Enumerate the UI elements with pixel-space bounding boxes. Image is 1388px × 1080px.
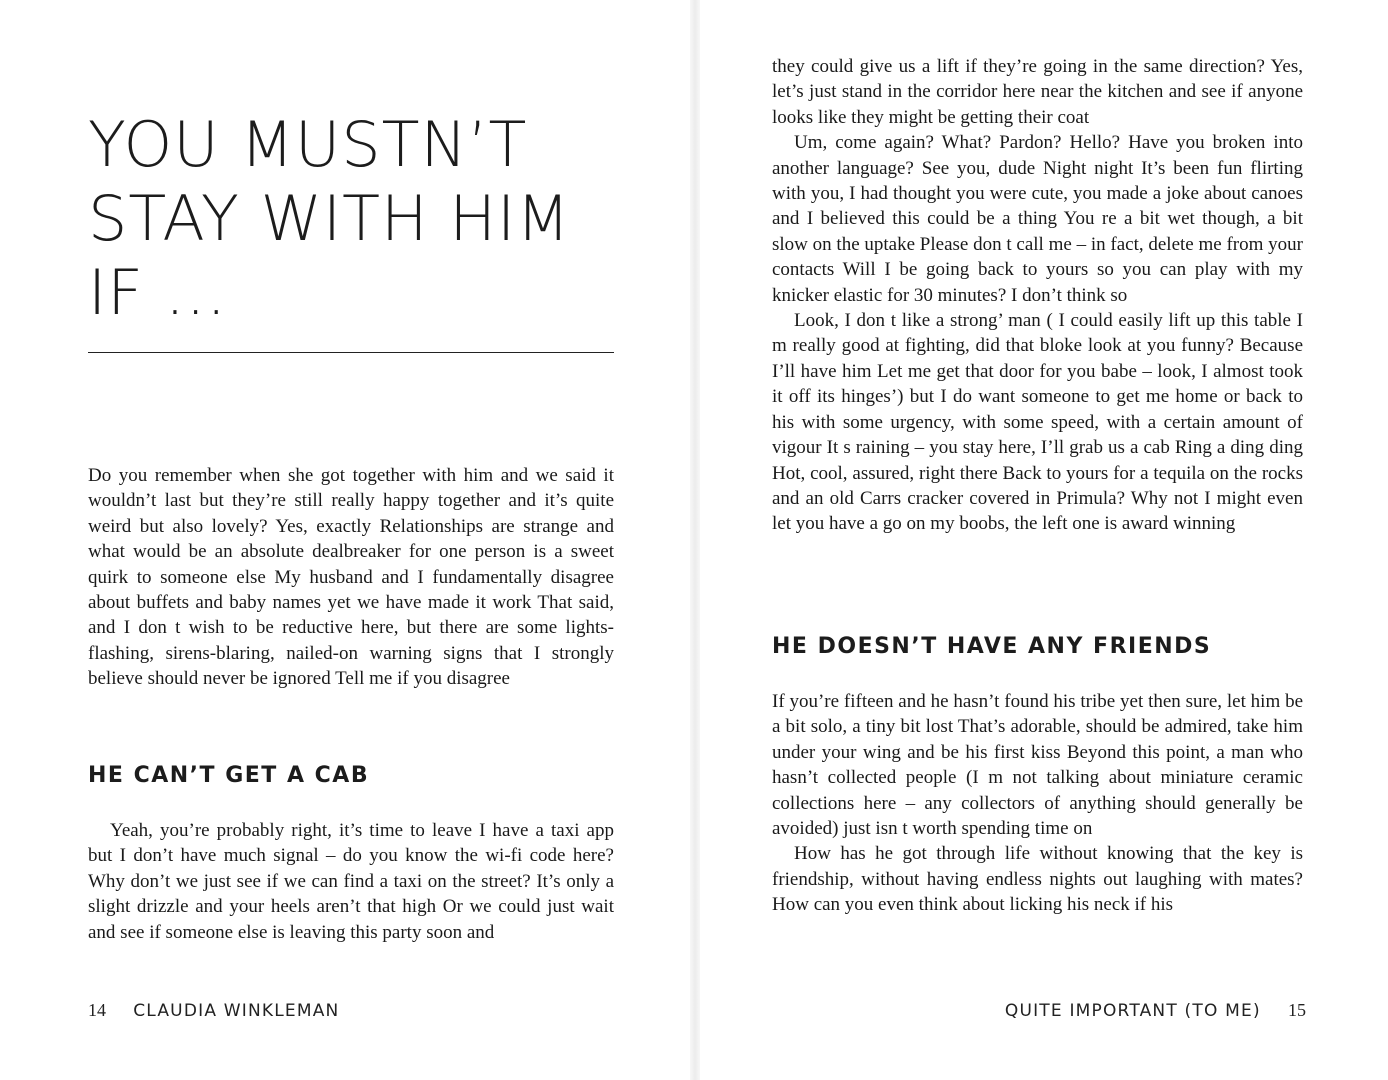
section-heading-cab: HE CAN’T GET A CAB	[88, 763, 370, 788]
page-number-right: 15	[1288, 1000, 1306, 1020]
book-gutter	[690, 0, 700, 1080]
continuation-paragraph: Um, come again? What? Pardon? Hello? Have you broken into another language? See you, dude Night night It’s been fun flirting with you, I had thought you were cute, you made a joke about canoes and I believed this could be a thing You re a bit wet though, a bit slow on the uptake Please don t call me – in fact, delete me from your contacts Will I be going back to yours so you can play with my knicker elastic for 30 minutes? I don’t think so	[772, 132, 1303, 306]
continuation-text-block	[772, 54, 1303, 537]
title-divider	[88, 352, 614, 353]
friends-paragraph: If you’re fifteen and he hasn’t found his tribe yet then sure, let him be a bit solo, a tiny bit lost That’s adorable, should be admired, take him under your wing and be his first kiss Beyond this point, a man who hasn’t collected people (I m not talking about miniature ceramic collections here – any collectors of anything should generally be avoided) just isn t worth spending time on	[772, 691, 1303, 840]
cab-paragraph: Yeah, you’re probably right, it’s time to leave I have a taxi app but I don’t have much signal – do you know the wi-fi code here? Why don’t we just see if we can find a taxi on the street? It’s only a slight drizzle and your heels aren’t that high Or we could just wait and see if someone else is leaving this party soon and	[88, 820, 614, 943]
running-head-title: QUITE IMPORTANT (TO ME)	[1004, 1001, 1261, 1021]
cab-text-block	[88, 818, 614, 945]
page-number-left: 14	[88, 1000, 106, 1020]
running-head-author: CLAUDIA WINKLEMAN	[133, 1001, 340, 1021]
left-page-footer	[88, 1000, 339, 1021]
left-page	[0, 0, 690, 1080]
right-page-footer	[1005, 1000, 1306, 1021]
right-page	[700, 0, 1388, 1080]
intro-text-block	[88, 463, 614, 692]
intro-paragraph: Do you remember when she got together with him and we said it wouldn’t last but they’re still really happy together and it’s quite weird but also lovely? Yes, exactly Relationships are strange and what would be an absolute dealbreaker for one person is a sweet quirk to someone else My husband and I fundamentally disagree about buffets and baby names yet we have made it work That said, and I don t wish to be reductive here, but there are some lights-flashing, sirens-blaring, nailed-on warning signs that I strongly believe should never be ignored Tell me if you disagree	[88, 465, 614, 690]
section-heading-friends: HE DOESN’T HAVE ANY FRIENDS	[772, 634, 1212, 659]
continuation-paragraph: they could give us a lift if they’re going in the same direction? Yes, let’s just stand in the corridor here near the kitchen and see if anyone looks like they might be getting their coat	[772, 56, 1303, 128]
friends-paragraph: How has he got through life without knowing that the key is friendship, without having endless nights out laughing with mates? How can you even think about licking his neck if his	[772, 843, 1303, 916]
continuation-paragraph: Look, I don t like a strong’ man ( I could easily lift up this table I m really good at fighting, did that bloke look at you funny? Because I’ll have him Let me get that door for you babe – look, I almost took it off its hinges’) but I do want someone to get me home or back to his with some urgency, with some speed, with a certain amount of vigour It s raining – you stay here, I’ll grab us a cab Ring a ding ding Hot, cool, assured, right there Back to yours for a tequila on the rocks and an old Carrs cracker covered in Primula? Why not I might even let you have a go on my boobs, the left one is award winning	[772, 310, 1303, 535]
chapter-title: YOU MUSTN’T STAY WITH HIM IF …	[88, 108, 571, 329]
friends-text-block	[772, 689, 1303, 918]
